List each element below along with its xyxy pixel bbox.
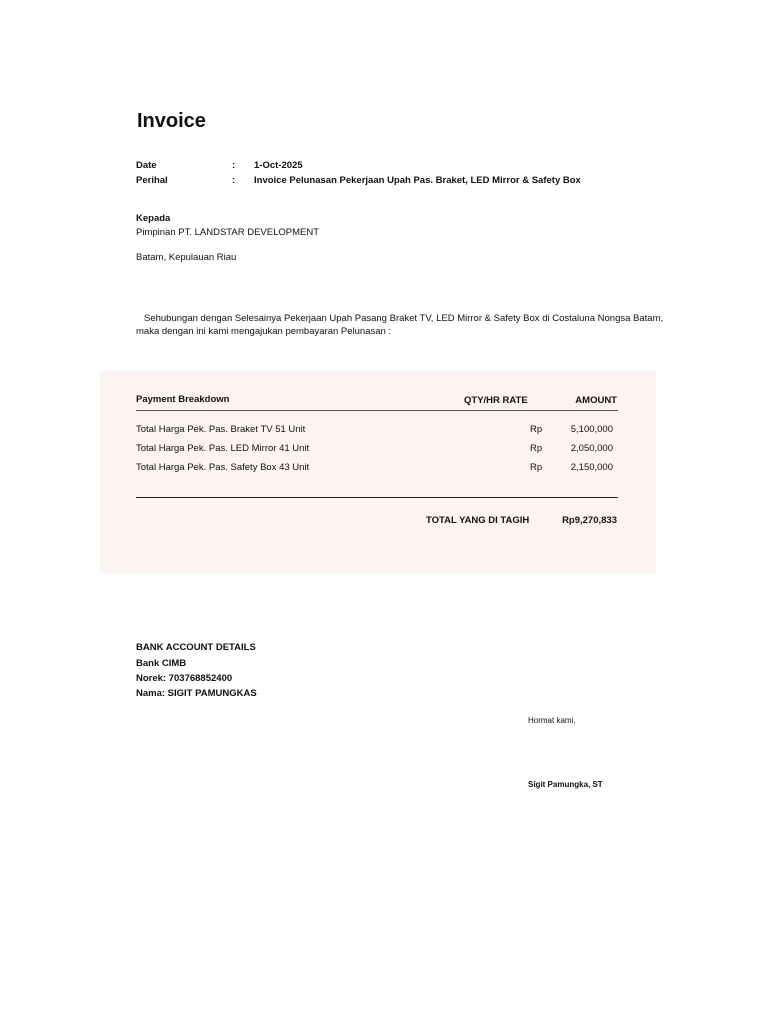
body-line1: Sehubungan dengan Selesainya Pekerjaan Upah Pasang Braket TV, LED Mirror & Safety Box di Costaluna Nongsa Batam, [144, 313, 664, 324]
invoice-title: Invoice [137, 110, 206, 132]
perihal-label: Perihal [136, 175, 168, 186]
payment-header-amount: AMOUNT [575, 395, 617, 406]
payment-header-qty: QTY/HR RATE [464, 395, 528, 406]
payment-total-label: TOTAL YANG DI TAGIH [426, 515, 530, 526]
payment-item-amount: 5,100,000 [570, 424, 613, 435]
bank-nama: Nama: SIGIT PAMUNGKAS [136, 688, 257, 699]
payment-item-currency: Rp [530, 462, 543, 473]
payment-item-currency: Rp [530, 424, 543, 435]
payment-item-amount: 2,150,000 [570, 462, 613, 473]
payment-item-description: Total Harga Pek. Pas. Braket TV 51 Unit [136, 424, 306, 435]
date-colon: : [232, 160, 236, 171]
recipient-line1: Pimpinan PT. LANDSTAR DEVELOPMENT [136, 227, 320, 238]
payment-total-value: Rp9,270,833 [562, 515, 617, 526]
payment-total-divider [136, 497, 618, 498]
payment-item-amount: 2,050,000 [570, 443, 613, 454]
bank-norek: Norek: 703768852400 [136, 673, 233, 684]
bank-heading: BANK ACCOUNT DETAILS [136, 642, 256, 653]
payment-header-divider [136, 410, 618, 411]
body-line2: maka dengan ini kami mengajukan pembayaran Pelunasan : [136, 326, 392, 337]
payment-item-description: Total Harga Pek. Pas. Safety Box 43 Unit [136, 462, 310, 473]
payment-item-currency: Rp [530, 443, 543, 454]
perihal-colon: : [232, 175, 236, 186]
signature-closing: Hormat kami, [528, 716, 576, 725]
payment-item-description: Total Harga Pek. Pas. LED Mirror 41 Unit [136, 443, 310, 454]
recipient-line2: Batam, Kepulauan Riau [136, 252, 237, 263]
perihal-value: Invoice Pelunasan Pekerjaan Upah Pas. Braket, LED Mirror & Safety Box [254, 175, 581, 186]
bank-name: Bank CIMB [136, 658, 187, 669]
payment-header-breakdown: Payment Breakdown [136, 394, 230, 405]
date-label: Date [136, 160, 157, 171]
date-value: 1-Oct-2025 [254, 160, 303, 171]
signature-name: Sigit Pamungka, ST [528, 780, 603, 789]
recipient-heading: Kepada [136, 213, 171, 224]
